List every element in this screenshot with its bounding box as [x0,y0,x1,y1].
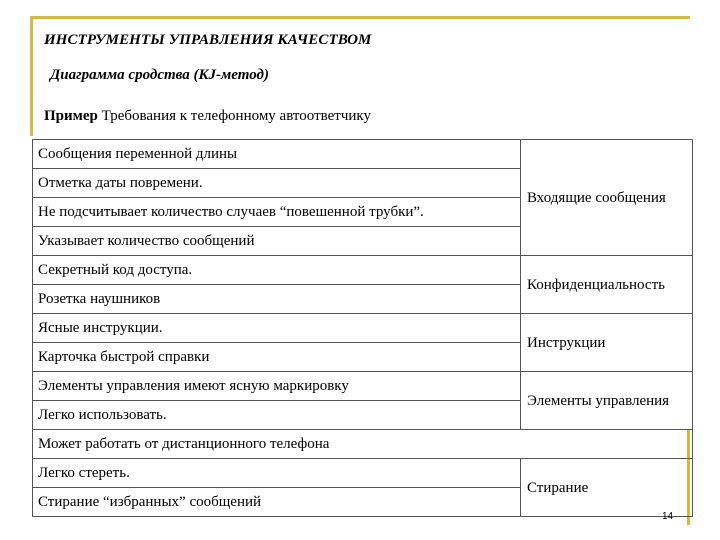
requirement-item: Ясные инструкции. [33,314,521,343]
example-label: Пример [44,108,98,124]
table-row [33,256,693,285]
table-row [33,459,693,488]
requirement-item: Сообщения переменной длины [33,140,521,169]
requirement-item: Розетка наушников [33,285,521,314]
page-number: 14 [662,511,674,522]
requirement-item: Указывает количество сообщений [33,227,521,256]
table-row [33,314,693,343]
page-title: ИНСТРУМЕНТЫ УПРАВЛЕНИЯ КАЧЕСТВОМ [44,32,372,48]
requirement-item: Легко использовать. [33,401,521,430]
group-label: Конфиденциальность [521,256,693,314]
example-text: Требования к телефонному автоответчику [97,108,371,124]
group-label: Стирание [521,459,693,517]
requirement-item: Карточка быстрой справки [33,343,521,372]
requirement-item: Элементы управления имеют ясную маркировку [33,372,521,401]
requirement-item: Может работать от дистанционного телефона [33,430,693,459]
page-subtitle: Диаграмма сродства (KJ-метод) [50,67,269,83]
requirement-item: Легко стереть. [33,459,521,488]
table-row [33,430,693,459]
group-label: Элементы управления [521,372,693,430]
table-row [33,372,693,401]
requirement-item: Не подсчитывает количество случаев “повешенной трубки”. [33,198,521,227]
table-row [33,140,693,169]
decorative-left-line [30,16,33,136]
group-label: Входящие сообщения [521,140,693,256]
requirement-item: Секретный код доступа. [33,256,521,285]
decorative-top-line [30,16,690,19]
requirement-item: Стирание “избранных” сообщений [33,488,521,517]
affinity-table [32,139,693,517]
group-label: Инструкции [521,314,693,372]
example-caption [44,108,371,125]
requirement-item: Отметка даты повремени. [33,169,521,198]
